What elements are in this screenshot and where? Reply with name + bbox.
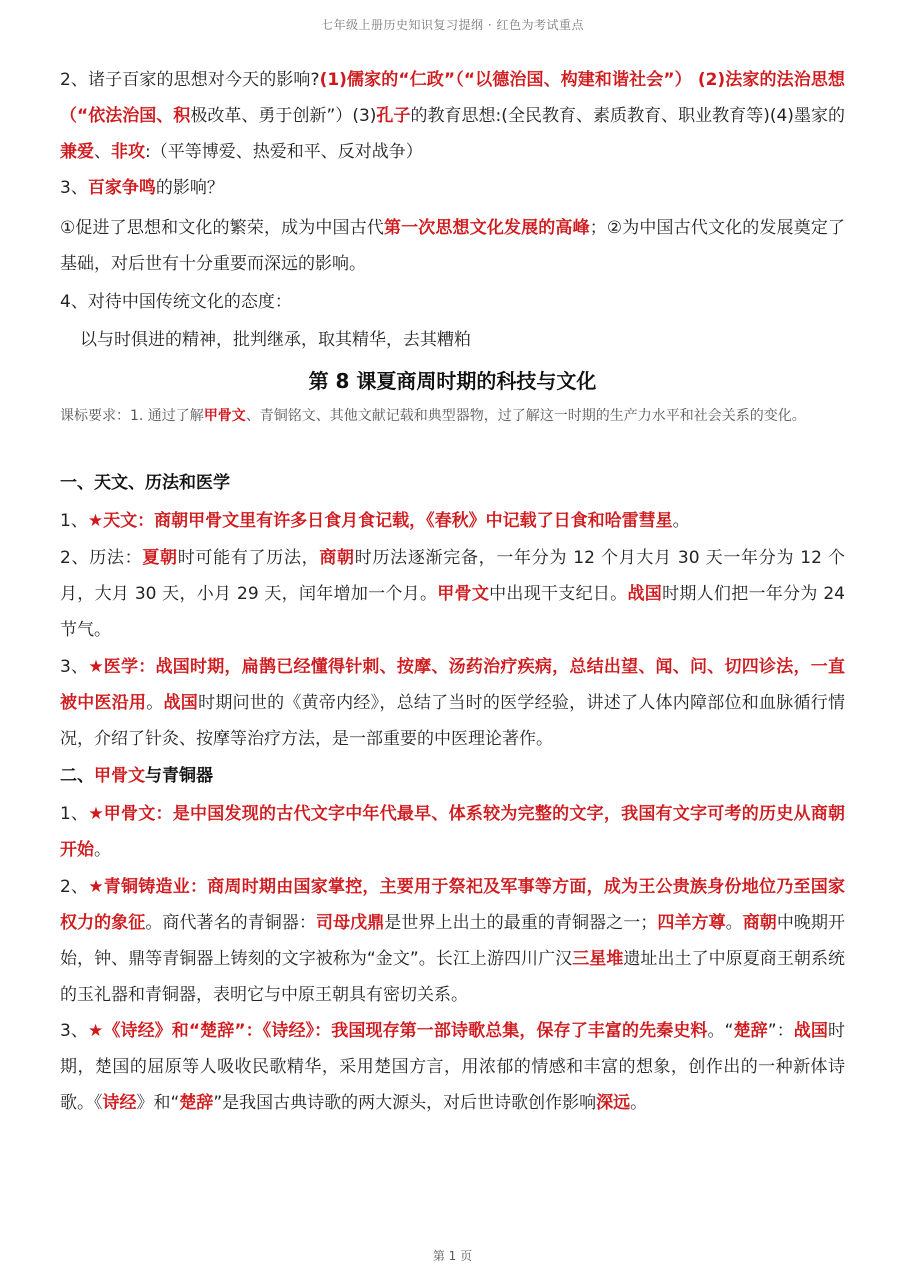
body-text: 3、: [60, 1021, 89, 1041]
body-text: 课标要求：1. 通过了解: [60, 408, 204, 424]
key-point-text: 孔子: [376, 106, 411, 126]
body-text: 2、: [60, 877, 89, 897]
body-text: 时可能有了历法，: [177, 548, 320, 568]
key-point-text: 诗经: [102, 1093, 137, 1113]
key-point-text: 战国: [627, 584, 663, 604]
body-text: 时历法逐渐完备，一年分为 12 个月大月 30 天一年分为 12 个月，大月 30 天，小月 29 天，闰年增加一个月。: [60, 548, 845, 604]
body-text: 。“: [707, 1021, 734, 1041]
key-point-text: 甲骨文: [94, 766, 145, 786]
body-text: 》和“: [136, 1093, 180, 1113]
key-point-text: 兼爱: [60, 142, 94, 162]
paragraph-bronze: [60, 869, 845, 1013]
paragraph-astronomy: [60, 503, 845, 539]
body-text: 二、: [60, 766, 94, 786]
body-text: 的教育思想:(全民教育、素质教育、职业教育等)(4)墨家的: [410, 106, 845, 126]
paragraph-poetry: [60, 1013, 845, 1121]
body-text: 1、: [60, 511, 88, 531]
body-text: 。: [725, 913, 743, 933]
paragraph-medicine: [60, 649, 845, 757]
key-point-text: 百家争鸣: [87, 178, 156, 198]
paragraph-baijia-body: [60, 210, 845, 282]
key-point-text: ★青铜铸造业：商周时期由国家掌控，主要用于祭祀及军事等方面，成为王公贵族身份地位乃至国家权力的象征: [60, 877, 845, 933]
key-point-text: 商朝: [319, 548, 355, 568]
page-header: 七年级上册历史知识复习提纲 · 红色为考试重点: [321, 18, 584, 32]
key-point-text: 商朝: [742, 913, 777, 933]
key-point-text: 深远: [596, 1093, 631, 1113]
body-text: 时期问世的《黄帝内经》，总结了当时的医学经验，讲述了人体内障部位和血脉循行情况，介绍了针灸、按摩等治疗方法，是一部重要的中医理论著作。: [60, 693, 846, 749]
body-text: 、: [94, 142, 111, 162]
key-point-text: 三星堆: [572, 949, 624, 969]
page-number: 第 1 页: [432, 1249, 473, 1263]
body-text: 中晚期开始，钟、鼎等青铜器上铸刻的文字被称为“金文”。长江上游四川广汉: [60, 913, 846, 969]
body-text: 4、对待中国传统文化的态度：: [60, 292, 292, 312]
key-point-text: ★《诗经》和“楚辞”：《诗经》：我国现存第一部诗歌总集，保存了丰富的先秦史料: [88, 1021, 708, 1041]
key-point-text: 甲骨文: [437, 584, 490, 604]
key-point-text: 战国: [793, 1021, 829, 1041]
body-text: 3、: [60, 657, 89, 677]
body-text: ”是我国古典诗歌的两大源头，对后世诗歌创作影响: [213, 1093, 597, 1113]
key-point-text: 楚辞: [179, 1093, 214, 1113]
body-text: 中出现干支纪日。: [489, 584, 628, 604]
body-text: 2、历法：: [60, 548, 143, 568]
key-point-text: 非攻: [111, 142, 145, 162]
body-text: ①促进了思想和文化的繁荣，成为中国古代: [60, 218, 384, 238]
body-text: ；②为中国古代文化的发展奠定了基础，对后世有十分重要而深远的影响。: [60, 218, 845, 274]
body-text: 。: [146, 693, 164, 713]
key-point-text: 甲骨文: [203, 408, 246, 424]
paragraph-attitude-title: [60, 284, 845, 320]
key-point-text: 战国: [163, 693, 199, 713]
key-point-text: 四羊方尊: [657, 913, 726, 933]
key-point-text: 楚辞: [733, 1021, 768, 1041]
body-text: 。: [94, 840, 111, 860]
curriculum-requirement: [60, 403, 845, 429]
body-text: 与青铜器: [145, 766, 213, 786]
lesson-title: 第 8 课夏商周时期的科技与文化: [308, 369, 597, 393]
body-text: 是世界上出土的最重的青铜器之一；: [384, 913, 658, 933]
paragraph-oracle-bone: [60, 796, 845, 868]
key-point-text: (1)儒家的“仁政”（“以德治国、构建和谐社会”） (2)法家的法治思想（“依法治国、积: [60, 70, 845, 126]
body-text: 的影响？: [155, 178, 224, 198]
paragraph-influence: [60, 62, 845, 170]
key-point-text: ★医学：战国时期，扁鹊已经懂得针刺、按摩、汤药治疗疾病，总结出望、闻、问、切四诊法，一直被中医沿用: [60, 657, 845, 713]
body-text: 。: [672, 511, 690, 531]
body-text: 以与时俱进的精神，批判继承，取其精华，去其糟粕: [80, 330, 471, 350]
body-text: :（平等博爱、热爱和平、反对战争）: [145, 142, 423, 162]
body-text: 遗址出土了中原夏商王朝系统的玉礼器和青铜器，表明它与中原王朝具有密切关系。: [60, 949, 845, 1005]
body-text: 极改革、勇于创新”）(3): [190, 106, 377, 126]
key-point-text: 司母戊鼎: [316, 913, 385, 933]
section-heading-oracle-bronze: [60, 758, 845, 794]
key-point-text: 第一次思想文化发展的高峰: [383, 218, 590, 238]
body-text: 。商代著名的青铜器：: [145, 913, 317, 933]
key-point-text: 夏朝: [142, 548, 178, 568]
key-point-text: ★天文：商朝甲骨文里有许多日食月食记载，《春秋》中记载了日食和哈雷彗星: [87, 511, 673, 531]
body-text: ”：: [767, 1021, 794, 1041]
body-text: 2、诸子百家的思想对今天的影响?: [60, 70, 320, 90]
paragraph-baijia-title: [60, 170, 845, 206]
body-text: 3、: [60, 178, 88, 198]
body-text: 。: [630, 1093, 648, 1113]
paragraph-attitude-body: [60, 322, 845, 358]
body-text: 、青铜铭文、其他文献记载和典型器物，过了解这一时期的生产力水平和社会关系的变化。: [245, 408, 806, 424]
body-text: 时期人们把一年分为 24 节气。: [60, 584, 846, 640]
key-point-text: ★甲骨文：是中国发现的古代文字中年代最早、体系较为完整的文字，我国有文字可考的历史从商朝开始: [60, 804, 845, 860]
body-text: 1、: [60, 804, 89, 824]
paragraph-calendar: [60, 540, 845, 648]
section-heading-astronomy: 一、天文、历法和医学: [60, 473, 230, 493]
body-text: 时期，楚国的屈原等人吸收民歌精华，采用楚国方言，用浓郁的情感和丰富的想象，创作出的一种新体诗歌。《: [60, 1021, 846, 1113]
